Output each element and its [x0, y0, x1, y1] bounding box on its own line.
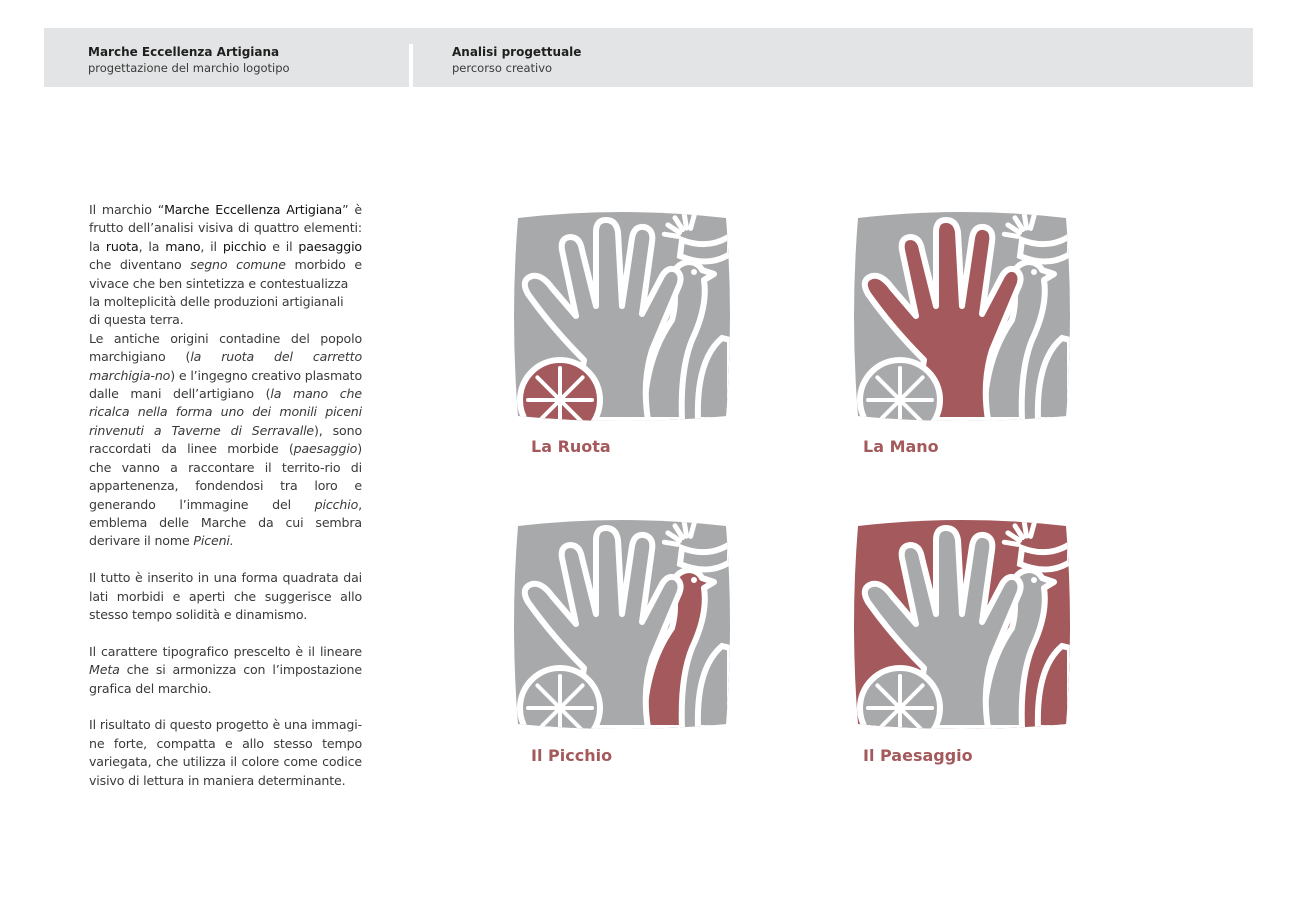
logo-mark [512, 210, 730, 423]
logo-mark [852, 210, 1070, 423]
project-title: Marche Eccellenza Artigiana [88, 45, 280, 59]
paragraph-shape: Il tutto è inserito in una forma quadrata dai lati morbidi e aperti che suggerisce allo stesso tempo solidità e dinamismo. [89, 570, 362, 622]
caption-ruota: La Ruota [531, 437, 611, 456]
logo-mano [852, 210, 1070, 423]
logo-ruota [512, 210, 730, 423]
paragraph-intro: Il marchio “Marche Eccellenza Artigiana” è frutto dell’analisi visiva di quattro elementi: la ruota, la mano, il picchio e il paesaggio che diventano segno comune morbido e vivace che ben sintetizza e contestualizza la molteplicità delle produzioni artigianali di questa terra. Le antiche origini contadine del popolo marchigiano (la ruota del carretto marchigia-no) e l’ingegno creativo plasmato dalle mani dell’artigiano (la mano che ricalca nella forma uno dei monili piceni rinvenuti a Taverne di Serravalle), sono raccordati da linee morbide (paesaggio) che vanno a raccontare il territo-rio di appartenenza, fondendosi tra loro e generando l’immagine del picchio, emblema delle Marche da cui sembra derivare il nome Piceni. [89, 202, 362, 549]
caption-paesaggio: Il Paesaggio [863, 746, 973, 765]
paragraph-typeface: Il carattere tipografico prescelto è il lineare Meta che si armonizza con l’impostazione grafica del marchio. [89, 643, 362, 696]
logo-paesaggio [852, 518, 1070, 731]
logo-mark [852, 518, 1070, 731]
page-header [44, 28, 1253, 87]
description-text [89, 201, 362, 808]
header-divider [409, 44, 413, 87]
caption-picchio: Il Picchio [531, 746, 613, 765]
project-subtitle: progettazione del marchio logotipo [88, 61, 290, 75]
header-section [452, 44, 581, 77]
caption-mano: La Mano [863, 437, 939, 456]
paragraph-result: Il risultato di questo progetto è una immagi-ne forte, compatta e allo stesso tempo variegata, che utilizza il colore come codice visivo di lettura in maniera determinante. [89, 717, 362, 788]
section-subtitle: percorso creativo [452, 61, 553, 75]
section-title: Analisi progettuale [452, 45, 582, 59]
logo-mark [512, 518, 730, 731]
logo-picchio [512, 518, 730, 731]
header-project [88, 44, 290, 77]
